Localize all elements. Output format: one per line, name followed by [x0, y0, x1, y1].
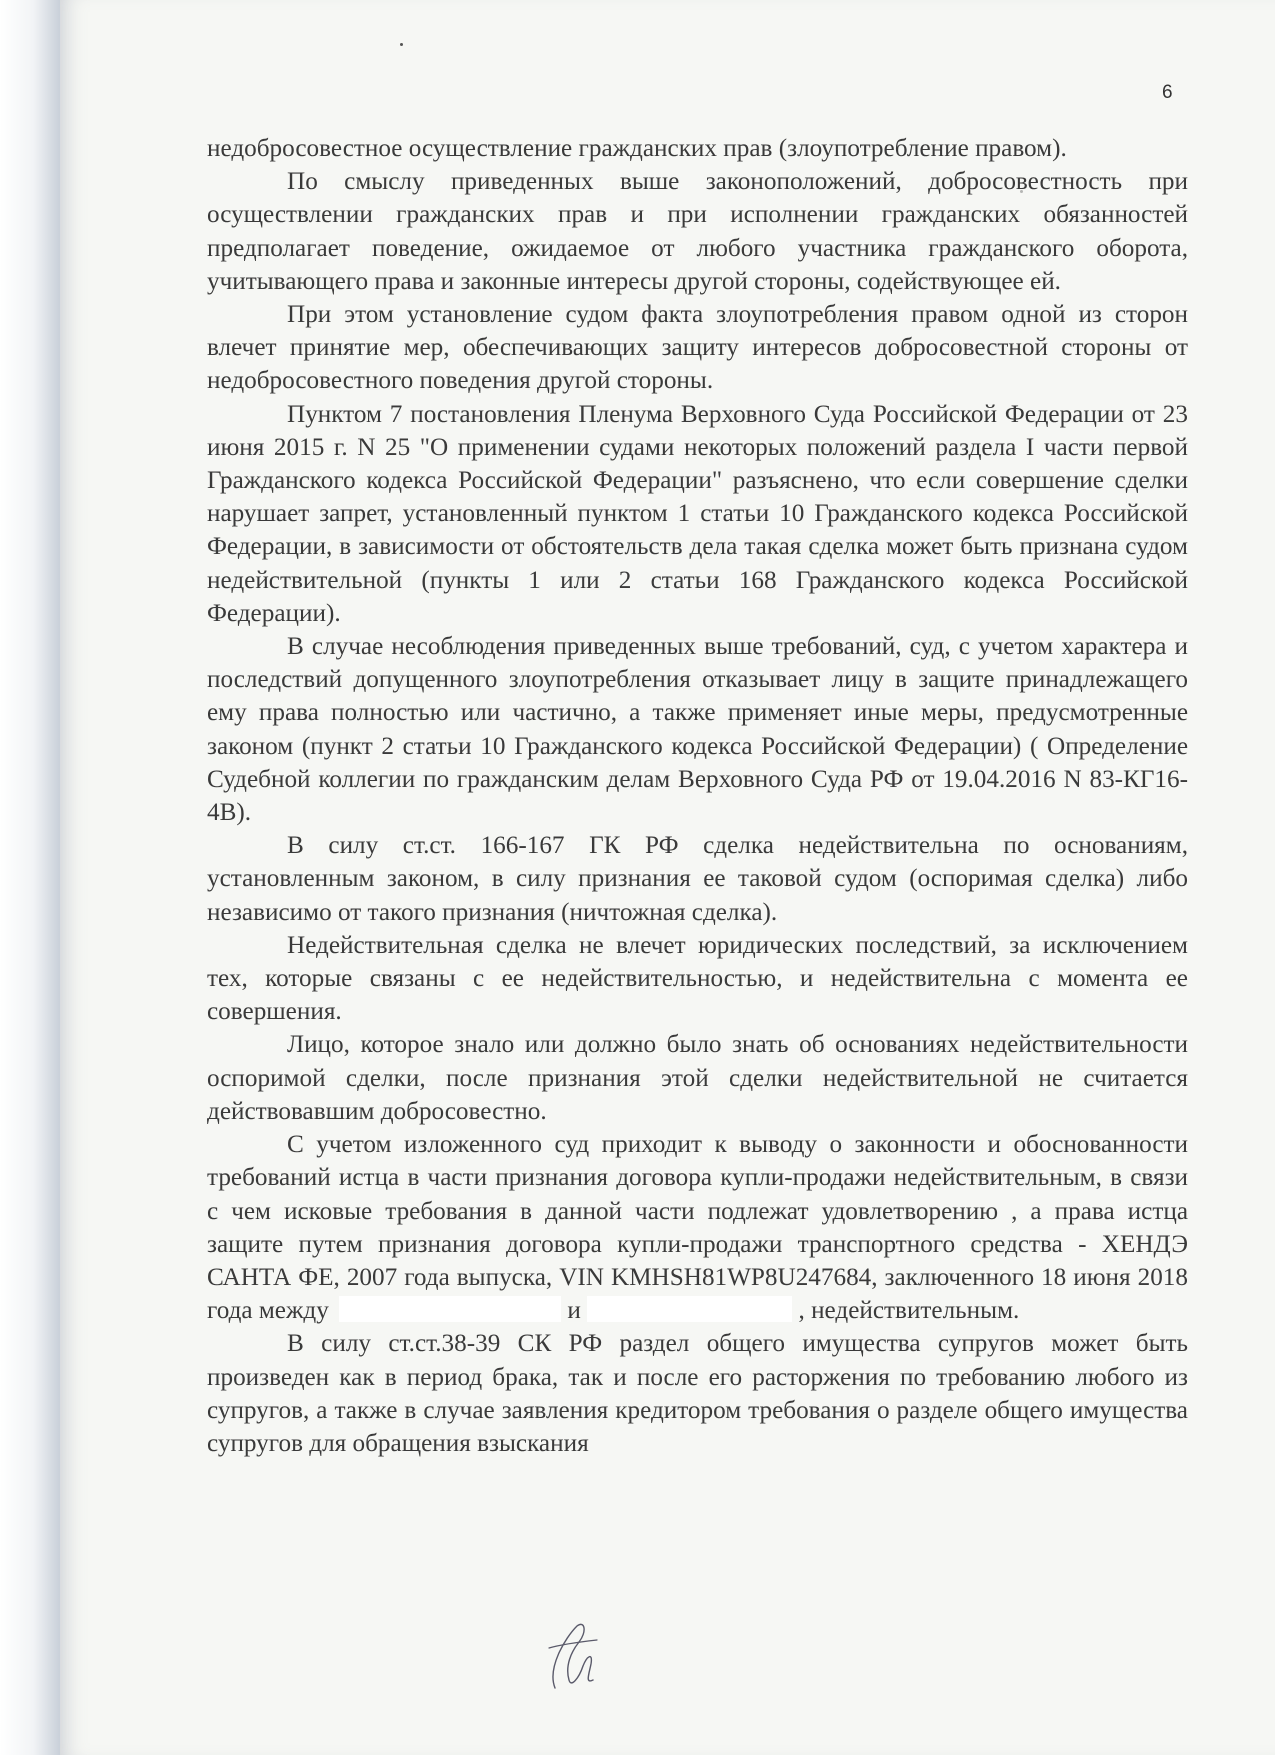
conclusion-paragraph	[207, 1128, 1188, 1327]
paragraph: При этом установление судом факта злоупотребления правом одной из сторон влечет принятие мер, обеспечивающих защиту интересов добросовестной стороны от недобросовестного поведения другой стороны.	[207, 301, 1188, 395]
conclusion-text-3: , недействительным.	[798, 1297, 1020, 1325]
scan-speck	[400, 43, 403, 46]
paragraph: Лицо, которое знало или должно было знать об основаниях недействительности оспоримой сделки, после признания этой сделки недействительной не считается действовавшим добросовестно.	[207, 1031, 1188, 1125]
paragraph: недобросовестное осуществление гражданских прав (злоупотребление правом).	[207, 135, 1067, 162]
paragraph: В силу ст.ст.38-39 СК РФ раздел общего имущества супругов может быть произведен как в период брака, так и после его расторжения по требованию любого из супругов, а также в случае заявления кредитором требования о разделе общего имущества супругов для обращения взыскания	[207, 1330, 1188, 1457]
paragraph: В силу ст.ст. 166-167 ГК РФ сделка недействительна по основаниям, установленным законом, в силу признания ее таковой судом (оспоримая сделка) либо независимо от такого признания (ничтожная сделка).	[207, 832, 1188, 926]
signature-mark	[535, 1618, 605, 1698]
paragraph: По смыслу приведенных выше законоположений, добросовестность при осуществлении гражданских прав и при исполнении гражданских обязанностей предполагает поведение, ожидаемое от любого участника гражданского оборота, учитывающего права и законные интересы другой стороны, содействующее ей.	[207, 168, 1188, 295]
paragraph: В случае несоблюдения приведенных выше требований, суд, с учетом характера и последствий допущенного злоупотребления отказывает лицу в защите принадлежащего ему права полностью или частично, а также применяет иные меры, предусмотренные законом (пункт 2 статьи 10 Гражданского кодекса Российской Федерации) ( Определение Судебной коллегии по гражданским делам Верховного Суда РФ от 19.04.2016 N 83-КГ16-4В).	[207, 633, 1188, 827]
conclusion-text-1: С учетом изложенного суд приходит к выводу о законности и обоснованности требований истца в части признания договора купли-продажи недействительным, в связи с чем исковые требования в данной части подлежат удовлетворению , а права истца защите путем признания договора купли-продажи транспортного средства - ХЕНДЭ САНТА ФЕ, 2007 года выпуска, VIN KMHSH81WP8U247684, заключенного 18 июня 2018 года между	[207, 1131, 1188, 1325]
page-number: 6	[1162, 82, 1173, 103]
paragraph: Недействительная сделка не влечет юридических последствий, за исключением тех, которые связаны с ее недействительностью, и недействительна с момента ее совершения.	[207, 931, 1188, 1026]
page-left-edge	[0, 0, 60, 1755]
redacted-party-2	[587, 1296, 792, 1322]
paragraph: Пунктом 7 постановления Пленума Верховного Суда Российской Федерации от 23 июня 2015 г. N 25 "О применении судами некоторых положений раздела I части первой Гражданского кодекса Российской Федерации" разъяснено, что если совершение сделки нарушает запрет, установленный пунктом 1 статьи 10 Гражданского кодекса Российской Федерации, в зависимости от обстоятельств дела такая сделка может быть признана судом недействительной (пункты 1 или 2 статьи 168 Гражданского кодекса Российской Федерации).	[207, 400, 1188, 627]
document-body	[207, 132, 1188, 1460]
conclusion-text-2: и	[567, 1297, 581, 1325]
redacted-party-1	[339, 1296, 561, 1322]
